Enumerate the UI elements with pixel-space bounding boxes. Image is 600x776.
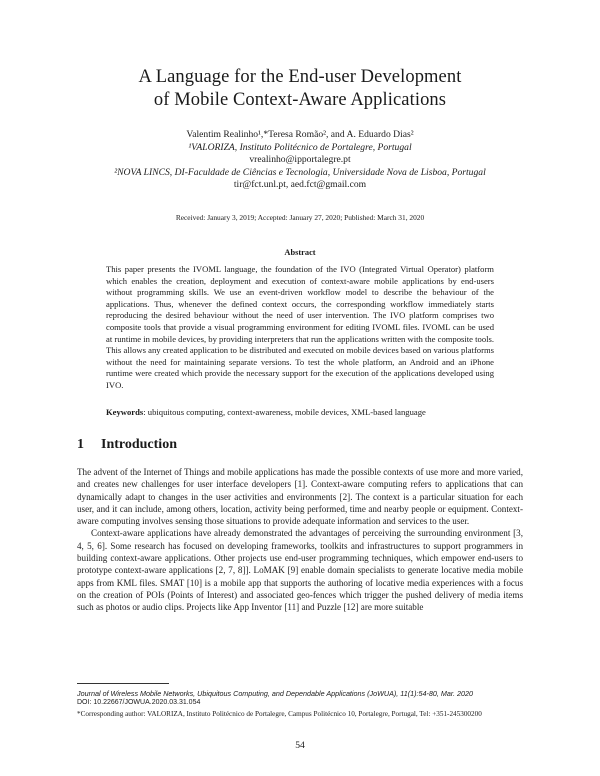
abstract-text: This paper presents the IVOML language, the foundation of the IVO (Integrated Virtual Operator) platform which enables the creation, deployment and execution of context-aware mobile applications by end-users without programming skills. We use an event-driven workflow model to describe the behaviour of the applications. Thus, whenever the defined context occurs, the corresponding workflow immediately starts reproducing the desired behaviour without the need of user intervention. The IVO platform comprises two composite tools that provide a visual programming environment for editing IVOML files. IVOML can be used at runtime in mobile devices, by providing interpreters that run the applications written with the composite tools. This allows any created application to be distributed and executed on mobile devices based on various platforms without the need for maintaining separate versions. To test the whole platform, an Android and an iPhone runtime were created which provide the necessary support for the execution of the applications developed using IVO.: [106, 264, 494, 390]
paper-title: [0, 66, 600, 112]
section-title: Introduction: [101, 437, 177, 452]
keywords: [106, 407, 494, 419]
corresponding-author-note: *Corresponding author: VALORIZA, Instituto Politécnico de Portalegre, Campus Politécnico 10, Portalegre, Portugal, Tel: +351-245300200: [77, 709, 482, 718]
paragraph-2: Context-aware applications have already demonstrated the advantages of perceiving the surrounding environment [3, 4, 5, 6]. Some research has focused on developing frameworks, toolkits and infrastructures to support programmers in building context-aware applications. Other projects use end-user programming techniques, which empower end-users to prototype context-aware applications [2, 7, 8]]. LoMAK [9] enable domain specialists to generate locative media mobile apps from KML files. SMAT [10] is a mobile app that supports the authoring of locative media experiences with a focus on the creation of POIs (Points of Interest) and associated geo-fences which trigger the pushed delivery of media items such as photos or audio clips. Projects like App Inventor [11] and Puzzle [12] are more suitable: [77, 528, 523, 613]
keywords-label: Keywords: [106, 407, 144, 417]
section-heading: [77, 437, 177, 453]
email-1: vrealinho@ipportalegre.pt: [249, 154, 351, 165]
paragraph-1: The advent of the Internet of Things and mobile applications has made the possible contexts of use more and more varied, and creates new challenges for user interface developers [1]. Context-aware computing refers to applications that can dynamically adapt to changes in the user activities and environments [2]. The context is a particular situation for each user, and it can include, among others, location, activity being performed, time and nearby people or equipment. Context-aware computing involves sensing those situations to provide adequate information and services to the user.: [77, 467, 523, 527]
author-names: Valentim Realinho¹,*Teresa Romão², and A. Eduardo Dias²: [186, 129, 414, 140]
doi: DOI: 10.22667/JOWUA.2020.03.31.054: [77, 699, 201, 707]
author-block: [0, 129, 600, 192]
affiliation-1: ¹VALORIZA, Instituto Politécnico de Portalegre, Portugal: [188, 141, 412, 153]
abstract-heading: Abstract: [284, 248, 316, 257]
body-text: [77, 466, 523, 614]
title-line-1: A Language for the End-user Development: [138, 67, 462, 87]
publication-dates: Received: January 3, 2019; Accepted: January 27, 2020; Published: March 31, 2020: [175, 213, 425, 222]
footnote-rule: [77, 683, 169, 684]
title-line-2: of Mobile Context-Aware Applications: [153, 90, 447, 110]
page-number: 54: [295, 740, 305, 751]
keywords-text: : ubiquitous computing, context-awareness, mobile devices, XML-based language: [143, 407, 426, 417]
email-2: tir@fct.unl.pt, aed.fct@gmail.com: [233, 179, 367, 190]
affiliation-2: ²NOVA LINCS, DI-Faculdade de Ciências e Tecnologia, Universidade Nova de Lisboa, Portugal: [114, 166, 486, 178]
section-number: 1: [77, 437, 84, 452]
footnote-block: [77, 689, 523, 719]
journal-citation: Journal of Wireless Mobile Networks, Ubiquitous Computing, and Dependable Applications (JoWUA), 11(1):54-80, Mar. 2020: [77, 689, 473, 698]
